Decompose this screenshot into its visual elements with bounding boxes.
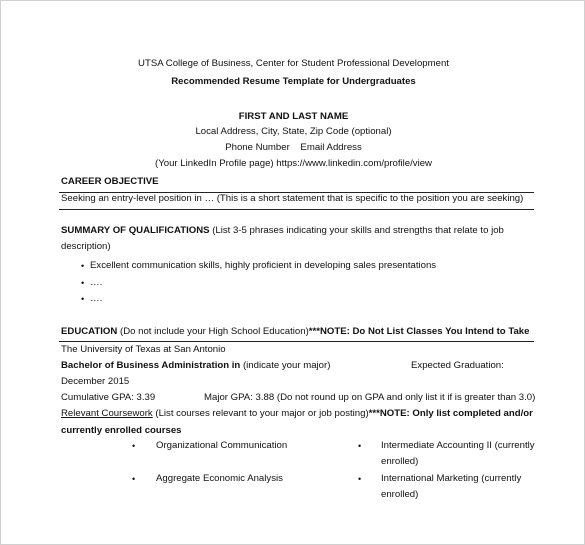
graduation-date: December 2015 [61,376,130,387]
summary-note-continued: description) [61,241,111,252]
bullet-icon: • [81,278,85,288]
summary-heading-line [61,225,504,237]
course-item: International Marketing (currently [381,473,522,484]
course-item: Intermediate Accounting II (currently [381,440,535,451]
coursework-warning: ***NOTE: Only list completed and/or [368,408,533,419]
summary-heading: SUMMARY OF QUALIFICATIONS [61,225,210,236]
education-warning: ***NOTE: Do Not List Classes You Intend to Take [308,326,530,337]
course-item-continued: enrolled) [381,489,419,500]
bullet-icon: • [81,261,85,271]
career-objective-text: Seeking an entry-level position in … (This is a short statement that is specific to the position you are seeking) [61,193,524,204]
bullet-icon: • [358,474,362,484]
bullet-icon: • [132,441,136,451]
summary-note: (List 3-5 phrases indicating your skills and strengths that relate to job [209,225,504,236]
cumulative-gpa: Cumulative GPA: 3.39 [61,392,156,403]
contact-line: Phone Number Email Address [225,142,362,153]
expected-graduation-label: Expected Graduation: [411,360,504,371]
section-divider [59,209,534,210]
school-name: The University of Texas at San Antonio [61,344,226,355]
degree-line [61,360,330,372]
career-objective-heading: CAREER OBJECTIVE [61,176,159,187]
major-gpa: Major GPA: 3.88 (Do not round up on GPA and only list it if is greater than 3.0) [204,392,536,403]
address-line: Local Address, City, State, Zip Code (optional) [195,126,392,137]
org-line: UTSA College of Business, Center for Student Professional Development [138,58,449,69]
template-title: Recommended Resume Template for Undergraduates [171,76,416,87]
course-item-continued: enrolled) [381,456,419,467]
education-heading-line [61,326,529,338]
bullet-icon: • [81,294,85,304]
linkedin-line: (Your LinkedIn Profile page) https://www.linkedin.com/profile/view [155,158,432,169]
coursework-line [61,408,533,420]
bullet-icon: • [132,474,136,484]
coursework-warning-continued: currently enrolled courses [61,425,182,436]
course-item: Aggregate Economic Analysis [156,473,283,484]
degree-note: (indicate your major) [240,360,331,371]
education-note: (Do not include your High School Education) [117,326,309,337]
coursework-note: (List courses relevant to your major or job posting) [152,408,369,419]
course-item: Organizational Communication [156,440,288,451]
section-divider [59,341,534,342]
candidate-name: FIRST AND LAST NAME [238,111,349,122]
degree-name: Bachelor of Business Administration in [61,360,241,371]
education-heading: EDUCATION [61,326,118,337]
coursework-label: Relevant Coursework [61,408,153,419]
summary-item: …. [90,277,103,288]
bullet-icon: • [358,441,362,451]
summary-item: …. [90,293,103,304]
summary-item: Excellent communication skills, highly proficient in developing sales presentations [90,260,437,271]
